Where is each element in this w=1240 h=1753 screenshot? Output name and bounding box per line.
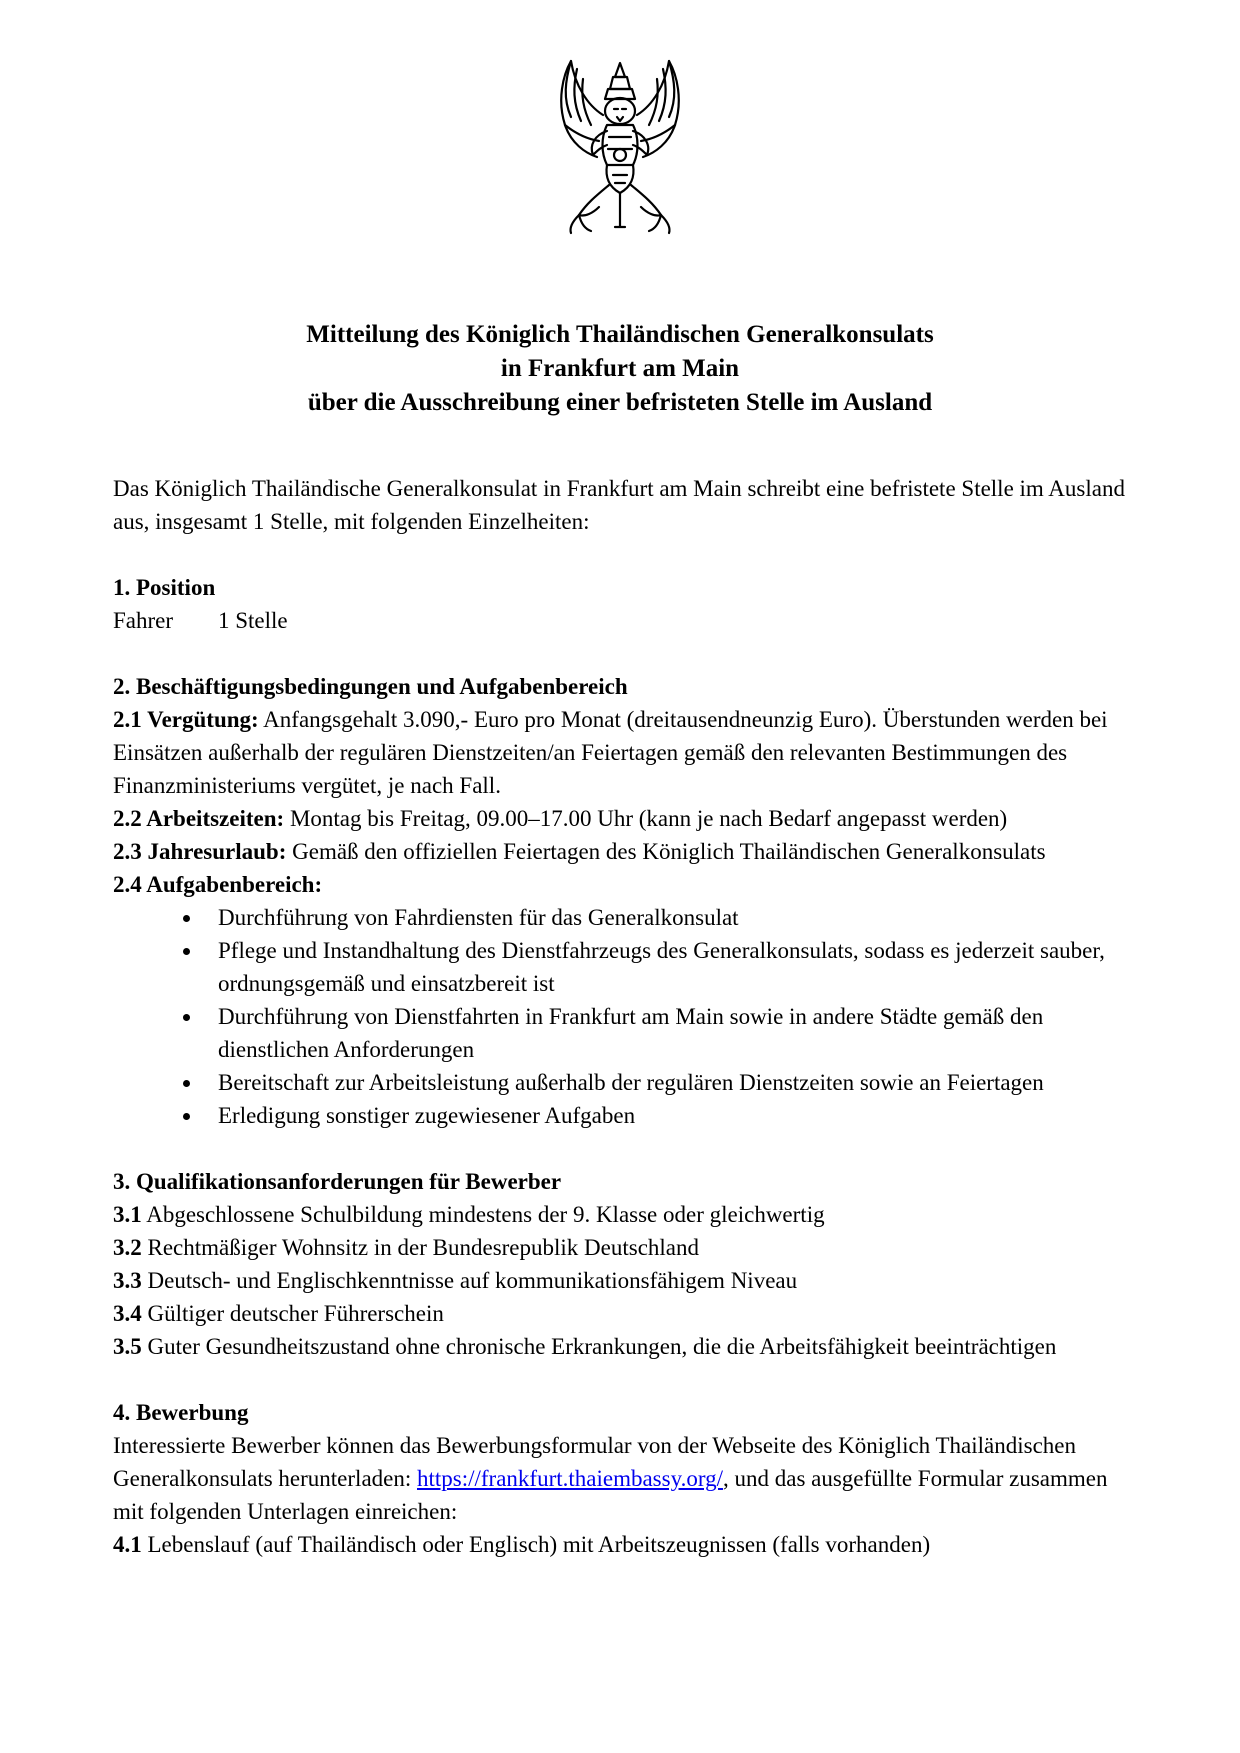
item-text: Rechtmäßiger Wohnsitz in der Bundesrepublik Deutschland [141,1235,700,1260]
title-line-3: über die Ausschreibung einer befristeten Stelle im Ausland [307,389,933,416]
intro-paragraph: Das Königlich Thailändische Generalkonsulat in Frankfurt am Main schreibt eine befristete Stelle im Ausland aus, insgesamt 1 Stelle, mit folgenden Einzelheiten: [113,476,1125,534]
title-line-2: in Frankfurt am Main [500,355,740,382]
section1-heading: 1. Position [113,575,216,600]
item-label: 2.4 Aufgabenbereich: [113,872,323,897]
document-body [113,472,1133,1561]
item-number: 3.1 [113,1202,142,1227]
qualification-item [113,1330,1133,1363]
duties-list [113,901,1133,1132]
item-number: 3.3 [113,1268,142,1293]
item-number: 4.1 [113,1532,142,1557]
position-row [113,604,1133,637]
item-label: 2.2 Arbeitszeiten: [113,806,285,831]
item-text: Guter Gesundheitszustand ohne chronische Erkrankungen, die die Arbeitsfähigkeit beeinträchtigen [141,1334,1057,1359]
title-line-1: Mitteilung des Königlich Thailändischen Generalkonsulats [306,321,934,348]
qualification-item [113,1264,1133,1297]
document-title [0,318,1240,420]
list-item: Bereitschaft zur Arbeitsleistung außerhalb der regulären Dienstzeiten sowie an Feiertagen [113,1066,1133,1099]
item-text: Anfangsgehalt 3.090,- Euro pro Monat (dreitausendneunzig Euro). Überstunden werden bei Einsätzen außerhalb der regulären Dienstzeiten/an Feiertagen gemäß den relevanten Bestimmungen des Finanzministeriums vergütet, je nach Fall. [113,707,1108,798]
item-number: 3.4 [113,1301,142,1326]
section2-heading: 2. Beschäftigungsbedingungen und Aufgabenbereich [113,674,628,699]
list-item: Durchführung von Dienstfahrten in Frankfurt am Main sowie in andere Städte gemäß den dienstlichen Anforderungen [113,1000,1133,1066]
list-item: Pflege und Instandhaltung des Dienstfahrzeugs des Generalkonsulats, sodass es jederzeit sauber, ordnungsgemäß und einsatzbereit ist [113,934,1133,1000]
consulate-website-link[interactable]: https://frankfurt.thaiembassy.org/ [417,1466,723,1491]
section3-heading: 3. Qualifikationsanforderungen für Bewerber [113,1169,562,1194]
item-text: Deutsch- und Englischkenntnisse auf kommunikationsfähigem Niveau [141,1268,798,1293]
item-text: Abgeschlossene Schulbildung mindestens der 9. Klasse oder gleichwertig [141,1202,825,1227]
position-count: 1 Stelle [218,608,288,633]
section4-heading: 4. Bewerbung [113,1400,249,1425]
qualification-item [113,1297,1133,1330]
list-item: Durchführung von Fahrdiensten für das Generalkonsulat [113,901,1133,934]
position-title: Fahrer [113,608,174,633]
qualification-item [113,1231,1133,1264]
item-number: 3.2 [113,1235,142,1260]
item-label: 2.1 Vergütung: [113,707,259,732]
item-label: 2.3 Jahresurlaub: [113,839,287,864]
application-paragraph [113,1429,1133,1528]
item-text: Montag bis Freitag, 09.00–17.00 Uhr (kann je nach Bedarf angepasst werden) [284,806,1008,831]
item-text: Gemäß den offiziellen Feiertagen des Königlich Thailändischen Generalkonsulats [286,839,1046,864]
section2-item [113,802,1133,835]
qualification-item [113,1198,1133,1231]
item-number: 3.5 [113,1334,142,1359]
application-text: Interessierte Bewerber können das Bewerbungsformular von der Webseite des Königlich Thailändischen Generalkonsulats herunterladen: [113,1433,1077,1491]
garuda-emblem-icon [535,55,705,240]
item-text: Gültiger deutscher Führerschein [141,1301,444,1326]
item-text: Lebenslauf (auf Thailändisch oder Englisch) mit Arbeitszeugnissen (falls vorhanden) [141,1532,931,1557]
section2-item [113,703,1133,802]
document-item [113,1528,1133,1561]
list-item: Erledigung sonstiger zugewiesener Aufgaben [113,1099,1133,1132]
application-text-end: , und das ausgefüllte Formular zusammen mit folgenden Unterlagen einreichen: [113,1466,1108,1524]
section2-item [113,868,1133,901]
section2-item [113,835,1133,868]
